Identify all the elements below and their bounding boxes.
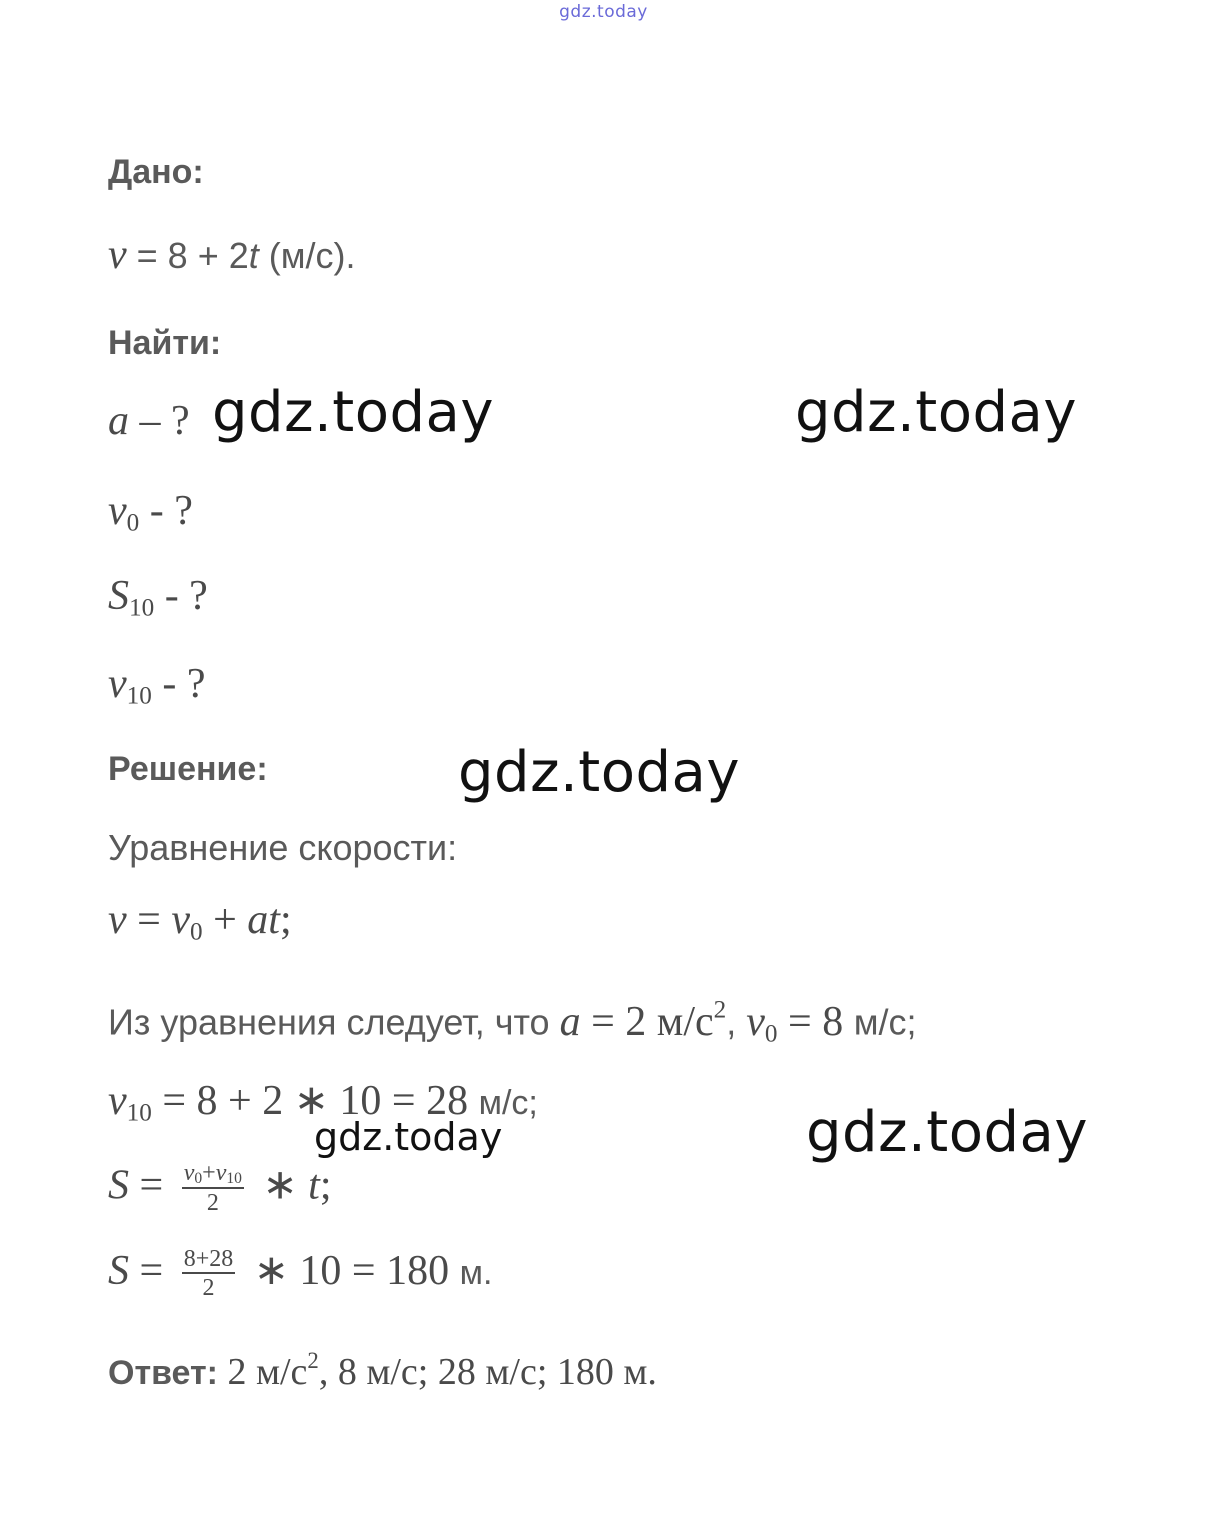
v10-calculation: $v_{10} = 8 + 2$ ∗ 10 = 28 м/с;	[108, 1078, 538, 1127]
given-equation	[108, 234, 356, 276]
given-eq-mid: = 8 + 2	[126, 235, 249, 276]
watermark: gdz.today	[795, 380, 1078, 445]
watermark: gdz.today	[212, 380, 495, 445]
watermark: gdz.today	[806, 1100, 1089, 1165]
given-label: Дано:	[108, 153, 204, 191]
watermark: gdz.today	[458, 740, 741, 805]
solution-label: Решение:	[108, 750, 268, 788]
answer-line: Ответ: 2 $м/с^2$, 8 м/с; 28 м/с; 180 м.	[108, 1348, 657, 1393]
given-eq-v: v	[108, 232, 127, 278]
given-eq-unit: (м/с).	[258, 235, 356, 276]
watermark-top: gdz.today	[559, 2, 648, 22]
s-value: S = $\frac{8+28}{2}$ ∗ 10 = 180 м.	[108, 1246, 493, 1302]
follows-line: Из уравнения следует, что a = 2 $м/с^2$, $v_0 = 8$ м/с;	[108, 996, 917, 1047]
find-v0: $v_0$ - ?	[108, 488, 193, 537]
find-a: a – ?	[108, 398, 190, 444]
find-label: Найти:	[108, 324, 222, 362]
speed-equation-title: Уравнение скорости:	[108, 827, 458, 868]
watermark: gdz.today	[314, 1115, 503, 1159]
s-formula-fraction: $\frac{v_0+v_{10}}{2}$	[183, 1160, 242, 1217]
given-eq-t: t	[248, 235, 259, 276]
speed-equation: $v = v_0$ + at;	[108, 897, 292, 946]
find-s10: $S_{10}$ - ?	[108, 573, 208, 622]
find-v10: $v_{10}$ - ?	[108, 661, 206, 710]
s-formula: S = $\frac{v_0+v_{10}}{2}$ ∗ t;	[108, 1160, 332, 1217]
s-value-fraction: $\frac{8+28}{2}$	[183, 1246, 234, 1302]
